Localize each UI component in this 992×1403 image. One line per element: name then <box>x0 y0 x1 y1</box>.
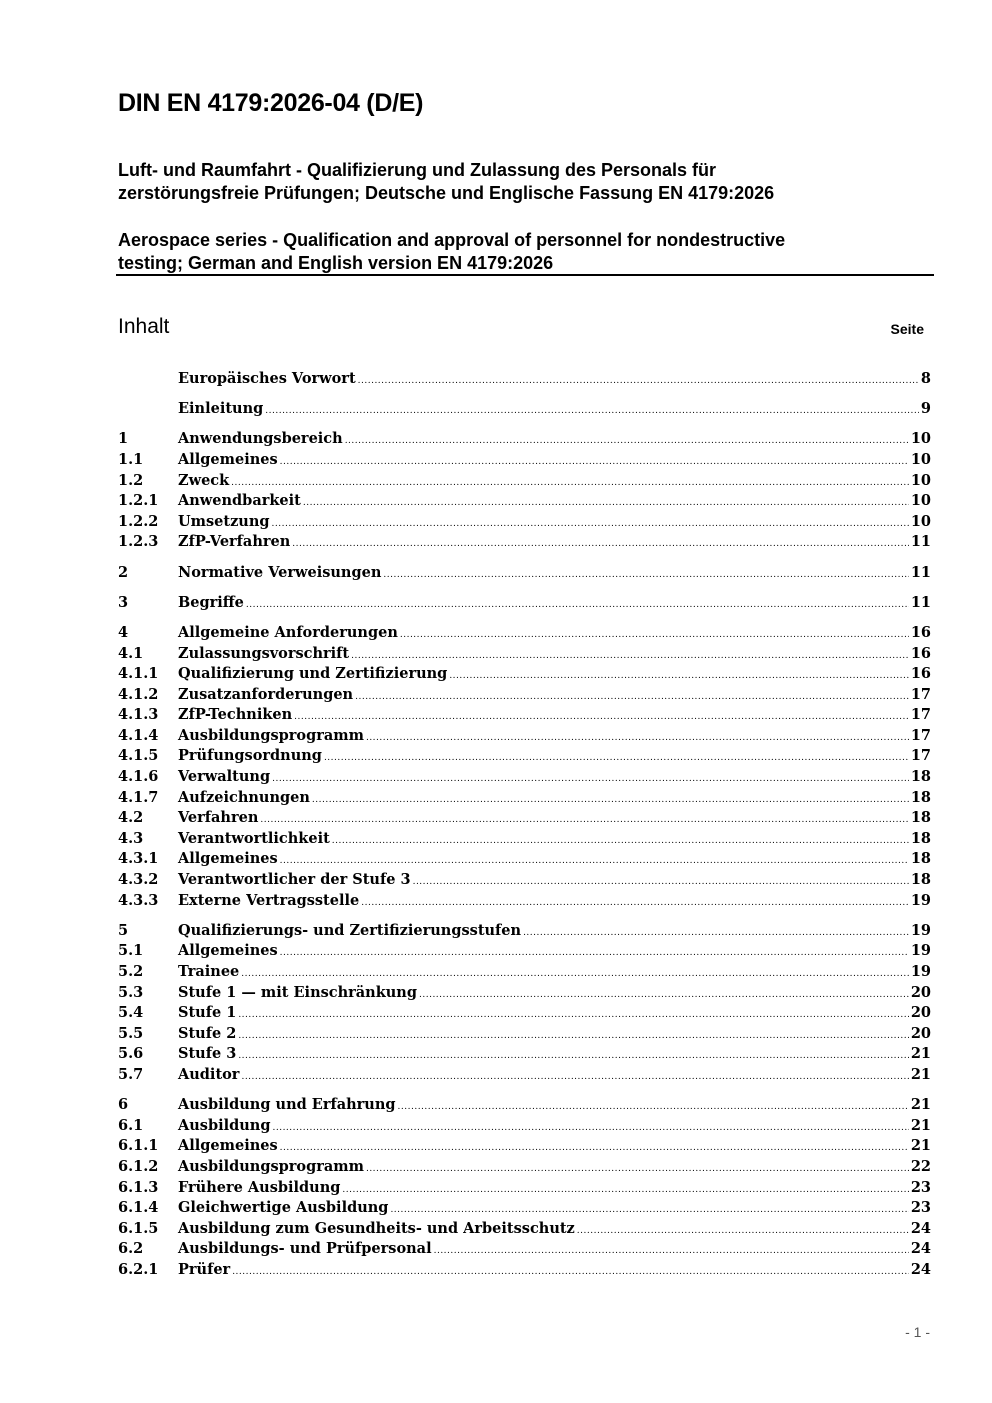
title-german-line-2: zerstörungsfreie Prüfungen; Deutsche und Englische Fassung EN 4179:2026 <box>118 183 775 203</box>
toc-leader-dots <box>523 928 909 938</box>
title-german-line-1: Luft- und Raumfahrt - Qualifizierung und Zulassung des Personals für <box>118 160 717 180</box>
toc-entry-page: 19 <box>910 921 931 939</box>
toc-entry-title: Verantwortlichkeit <box>178 829 330 847</box>
toc-entry-title: Ausbildung zum Gesundheits- und Arbeitsschutz <box>178 1219 575 1237</box>
toc-entry-number: 5.3 <box>118 983 144 1001</box>
toc-leader-dots <box>280 856 909 866</box>
toc-entry-title: Allgemeines <box>178 942 278 960</box>
toc-leader-dots <box>246 600 909 610</box>
toc-entry[interactable] <box>118 727 931 748</box>
toc-entry-page: 11 <box>910 593 931 611</box>
toc-leader-dots <box>272 774 909 784</box>
toc-entry[interactable] <box>118 492 931 513</box>
toc-entry-page: 24 <box>910 1260 931 1278</box>
toc-entry-number: 4.1.5 <box>118 747 159 765</box>
toc-entry[interactable] <box>118 830 931 851</box>
toc-leader-dots <box>303 498 909 508</box>
toc-entry-page: 17 <box>910 726 931 744</box>
toc-entry-page: 8 <box>920 370 931 387</box>
toc-entry[interactable] <box>118 564 931 585</box>
toc-entry-number: 4.1.4 <box>118 726 159 744</box>
toc-leader-dots <box>238 1010 909 1020</box>
toc-entry[interactable] <box>118 1261 931 1282</box>
toc-entry-page: 10 <box>910 492 931 510</box>
toc-entry-page: 19 <box>910 891 931 909</box>
toc-leader-dots <box>241 1072 908 1082</box>
toc-entry-title: Allgemeines <box>178 1137 278 1155</box>
toc-entry-number: 6.1.2 <box>118 1157 159 1175</box>
toc-entry-title: Stufe 3 <box>178 1045 237 1063</box>
toc-entry-page: 20 <box>910 1004 931 1022</box>
toc-entry-number: 4 <box>118 623 129 641</box>
toc-leader-dots <box>419 990 909 1000</box>
toc-entry-number: 5.5 <box>118 1024 144 1042</box>
toc-entry-title: Aufzeichnungen <box>178 788 310 806</box>
toc-entry-title: Verfahren <box>178 809 259 827</box>
toc-entry-title: Normative Verweisungen <box>178 563 382 581</box>
toc-entry-title: Zweck <box>178 471 230 489</box>
toc-entry-title: Allgemeine Anforderungen <box>178 623 398 641</box>
toc-leader-dots <box>449 671 909 681</box>
toc-entry-title: Qualifizierungs- und Zertifizierungsstufen <box>178 921 522 939</box>
toc-entry-title: Europäisches Vorwort <box>178 370 356 387</box>
toc-leader-dots <box>345 436 909 446</box>
toc-leader-dots <box>280 948 909 958</box>
page-column-heading: Seite <box>890 321 924 337</box>
toc-entry-page: 18 <box>910 829 931 847</box>
toc-entry-title: Allgemeines <box>178 850 278 868</box>
toc-leader-dots <box>272 519 909 529</box>
toc-entry-title: Zusatzanforderungen <box>178 685 354 703</box>
toc-entry-page: 10 <box>910 430 931 448</box>
document-id: DIN EN 4179:2026-04 (D/E) <box>118 89 424 117</box>
toc-entry-title: Frühere Ausbildung <box>178 1178 341 1196</box>
toc-entry-number: 1.2.1 <box>118 492 159 510</box>
table-of-contents <box>118 370 931 1282</box>
toc-entry-page: 24 <box>910 1219 931 1237</box>
toc-entry[interactable] <box>118 665 931 686</box>
title-german <box>118 159 774 205</box>
toc-leader-dots <box>383 570 908 580</box>
toc-entry-number: 1.2.3 <box>118 533 159 551</box>
toc-entry-title: Anwendbarkeit <box>178 492 301 510</box>
toc-entry[interactable] <box>118 1199 931 1220</box>
toc-leader-dots <box>238 1051 909 1061</box>
toc-entry-page: 18 <box>910 850 931 868</box>
toc-entry-number: 4.3.3 <box>118 891 159 909</box>
page-number: - 1 - <box>905 1324 930 1340</box>
toc-entry-number: 4.1.6 <box>118 768 159 786</box>
toc-entry-number: 5.6 <box>118 1045 144 1063</box>
toc-entry-number: 6.1.3 <box>118 1178 159 1196</box>
toc-entry[interactable] <box>118 1025 931 1046</box>
toc-entry-title: Stufe 1 <box>178 1004 237 1022</box>
toc-entry[interactable] <box>118 809 931 830</box>
toc-entry-title: Trainee <box>178 963 240 980</box>
toc-entry-page: 17 <box>910 747 931 765</box>
toc-entry-number: 5.1 <box>118 942 144 960</box>
title-english <box>118 229 785 275</box>
toc-entry-page: 18 <box>910 871 931 889</box>
toc-entry-page: 21 <box>910 1065 931 1083</box>
toc-entry-number: 4.2 <box>118 809 144 827</box>
toc-entry[interactable] <box>118 747 931 768</box>
toc-entry-number: 6.1.4 <box>118 1199 159 1217</box>
toc-leader-dots <box>400 630 909 640</box>
toc-entry-number: 5.4 <box>118 1004 144 1022</box>
toc-entry-title: Ausbildungs- und Prüfpersonal <box>178 1240 432 1258</box>
toc-entry-title: Prüfer <box>178 1260 231 1278</box>
toc-entry[interactable] <box>118 430 931 451</box>
toc-entry[interactable] <box>118 645 931 666</box>
toc-entry-number: 4.3 <box>118 829 144 847</box>
toc-entry[interactable] <box>118 871 931 892</box>
toc-leader-dots <box>361 898 909 908</box>
toc-entry-page: 24 <box>910 1240 931 1258</box>
toc-entry-page: 21 <box>910 1045 931 1063</box>
toc-entry[interactable] <box>118 850 931 871</box>
toc-entry-page: 11 <box>910 563 931 581</box>
toc-entry-number: 1.1 <box>118 450 144 468</box>
toc-entry[interactable] <box>118 1004 931 1025</box>
toc-entry-page: 20 <box>910 983 931 1001</box>
toc-entry-page: 16 <box>910 644 931 662</box>
toc-entry[interactable] <box>118 1096 931 1117</box>
toc-leader-dots <box>413 877 909 887</box>
toc-leader-dots <box>280 457 909 467</box>
toc-entry-number: 3 <box>118 593 129 611</box>
toc-entry-title: Ausbildungsprogramm <box>178 1157 364 1175</box>
toc-leader-dots <box>238 1031 909 1041</box>
toc-entry[interactable] <box>118 594 931 615</box>
toc-entry-title: Verantwortlicher der Stufe 3 <box>178 871 411 889</box>
toc-entry-number: 1.2.2 <box>118 512 159 530</box>
toc-entry[interactable] <box>118 1158 931 1179</box>
toc-entry-number: 4.1 <box>118 644 144 662</box>
toc-entry[interactable] <box>118 400 931 421</box>
title-english-line-2: testing; German and English version EN 4179:2026 <box>118 253 554 273</box>
toc-entry-number: 4.1.2 <box>118 685 159 703</box>
toc-entry-page: 17 <box>910 685 931 703</box>
toc-entry-title: Zulassungsvorschrift <box>178 644 350 662</box>
toc-entry-title: Allgemeines <box>178 450 278 468</box>
toc-entry-number: 6.2 <box>118 1240 144 1258</box>
toc-entry-page: 16 <box>910 665 931 683</box>
toc-entry-title: Ausbildung <box>178 1116 271 1134</box>
toc-entry-page: 21 <box>910 1137 931 1155</box>
toc-leader-dots <box>351 651 909 661</box>
toc-entry-title: ZfP-Techniken <box>178 706 293 724</box>
toc-entry-number: 4.1.1 <box>118 665 159 683</box>
toc-entry-number: 4.1.7 <box>118 788 159 806</box>
toc-entry-title: Ausbildungsprogramm <box>178 726 364 744</box>
toc-entry-number: 4.1.3 <box>118 706 159 724</box>
toc-entry[interactable] <box>118 472 931 493</box>
toc-entry-number: 6 <box>118 1096 129 1114</box>
toc-entry[interactable] <box>118 1220 931 1241</box>
toc-leader-dots <box>265 406 919 416</box>
toc-heading: Inhalt <box>118 315 170 338</box>
toc-entry[interactable] <box>118 624 931 645</box>
toc-entry-number: 2 <box>118 563 129 581</box>
header-divider <box>116 274 934 276</box>
toc-entry[interactable] <box>118 370 931 391</box>
toc-leader-dots <box>324 753 909 763</box>
toc-entry-title: Stufe 2 <box>178 1024 237 1042</box>
toc-entry-page: 23 <box>910 1178 931 1196</box>
toc-entry[interactable] <box>118 1066 931 1087</box>
toc-entry-number: 6.1.1 <box>118 1137 159 1155</box>
toc-entry[interactable] <box>118 451 931 472</box>
toc-leader-dots <box>232 1267 909 1277</box>
toc-entry-page: 18 <box>910 768 931 786</box>
toc-entry[interactable] <box>118 1045 931 1066</box>
toc-leader-dots <box>398 1102 909 1112</box>
toc-entry-title: Anwendungsbereich <box>178 430 343 448</box>
toc-leader-dots <box>272 1123 908 1133</box>
toc-leader-dots <box>366 1164 909 1174</box>
toc-entry-number: 5.2 <box>118 963 144 980</box>
toc-entry[interactable] <box>118 768 931 789</box>
toc-entry[interactable] <box>118 942 931 963</box>
toc-entry-page: 17 <box>910 706 931 724</box>
toc-leader-dots <box>292 539 909 549</box>
toc-entry[interactable] <box>118 1137 931 1158</box>
toc-entry-number: 6.1.5 <box>118 1219 159 1237</box>
toc-entry-number: 6.1 <box>118 1116 144 1134</box>
toc-entry-title: Begriffe <box>178 593 244 611</box>
toc-leader-dots <box>390 1205 908 1215</box>
toc-entry-title: Stufe 1 — mit Einschränkung <box>178 983 417 1001</box>
toc-entry-title: Externe Vertragsstelle <box>178 891 360 909</box>
toc-leader-dots <box>366 733 909 743</box>
toc-entry-title: Ausbildung und Erfahrung <box>178 1096 396 1114</box>
toc-entry-page: 9 <box>920 400 931 418</box>
toc-entry[interactable] <box>118 789 931 810</box>
toc-entry[interactable] <box>118 922 931 943</box>
toc-leader-dots <box>280 1143 909 1153</box>
toc-entry-title: Einleitung <box>178 400 264 418</box>
toc-entry[interactable] <box>118 1240 931 1261</box>
toc-entry-page: 11 <box>910 533 931 551</box>
toc-entry-number: 1.2 <box>118 471 144 489</box>
title-english-line-1: Aerospace series - Qualification and approval of personnel for nondestructive <box>118 230 786 250</box>
toc-entry-title: Umsetzung <box>178 512 270 530</box>
toc-entry-page: 22 <box>910 1157 931 1175</box>
toc-entry-title: Qualifizierung und Zertifizierung <box>178 665 448 683</box>
toc-entry[interactable] <box>118 686 931 707</box>
toc-entry-number: 5.7 <box>118 1065 144 1083</box>
toc-leader-dots <box>577 1226 909 1236</box>
toc-entry-page: 23 <box>910 1199 931 1217</box>
toc-entry[interactable] <box>118 1117 931 1138</box>
toc-entry[interactable] <box>118 1179 931 1200</box>
toc-entry-page: 19 <box>910 942 931 960</box>
toc-entry-title: Verwaltung <box>178 768 271 786</box>
toc-entry-page: 18 <box>910 788 931 806</box>
toc-leader-dots <box>332 836 909 846</box>
toc-entry-title: Gleichwertige Ausbildung <box>178 1199 389 1217</box>
toc-entry-page: 20 <box>910 1024 931 1042</box>
toc-leader-dots <box>294 712 909 722</box>
toc-leader-dots <box>260 815 908 825</box>
toc-entry-number: 1 <box>118 430 129 448</box>
toc-entry[interactable] <box>118 706 931 727</box>
toc-entry[interactable] <box>118 892 931 913</box>
toc-leader-dots <box>358 376 919 386</box>
toc-leader-dots <box>355 692 909 702</box>
toc-leader-dots <box>231 478 909 488</box>
toc-entry-page: 16 <box>910 623 931 641</box>
toc-entry[interactable] <box>118 513 931 534</box>
toc-entry-page: 10 <box>910 450 931 468</box>
toc-entry-page: 10 <box>910 512 931 530</box>
toc-entry-number: 6.2.1 <box>118 1260 159 1278</box>
toc-entry-number: 5 <box>118 921 129 939</box>
toc-leader-dots <box>312 795 909 805</box>
toc-entry-page: 18 <box>910 809 931 827</box>
toc-entry-page: 19 <box>910 963 931 980</box>
toc-entry-title: ZfP-Verfahren <box>178 533 291 551</box>
toc-entry[interactable] <box>118 963 931 984</box>
toc-entry-page: 21 <box>910 1096 931 1114</box>
toc-entry-title: Auditor <box>178 1065 240 1083</box>
toc-entry[interactable] <box>118 984 931 1005</box>
toc-entry-page: 10 <box>910 471 931 489</box>
toc-entry-title: Prüfungsordnung <box>178 747 322 765</box>
toc-entry-page: 21 <box>910 1116 931 1134</box>
toc-leader-dots <box>241 969 909 979</box>
toc-entry[interactable] <box>118 533 931 554</box>
toc-entry-number: 4.3.2 <box>118 871 159 889</box>
toc-entry-number: 4.3.1 <box>118 850 159 868</box>
toc-leader-dots <box>434 1246 909 1256</box>
toc-leader-dots <box>342 1185 908 1195</box>
